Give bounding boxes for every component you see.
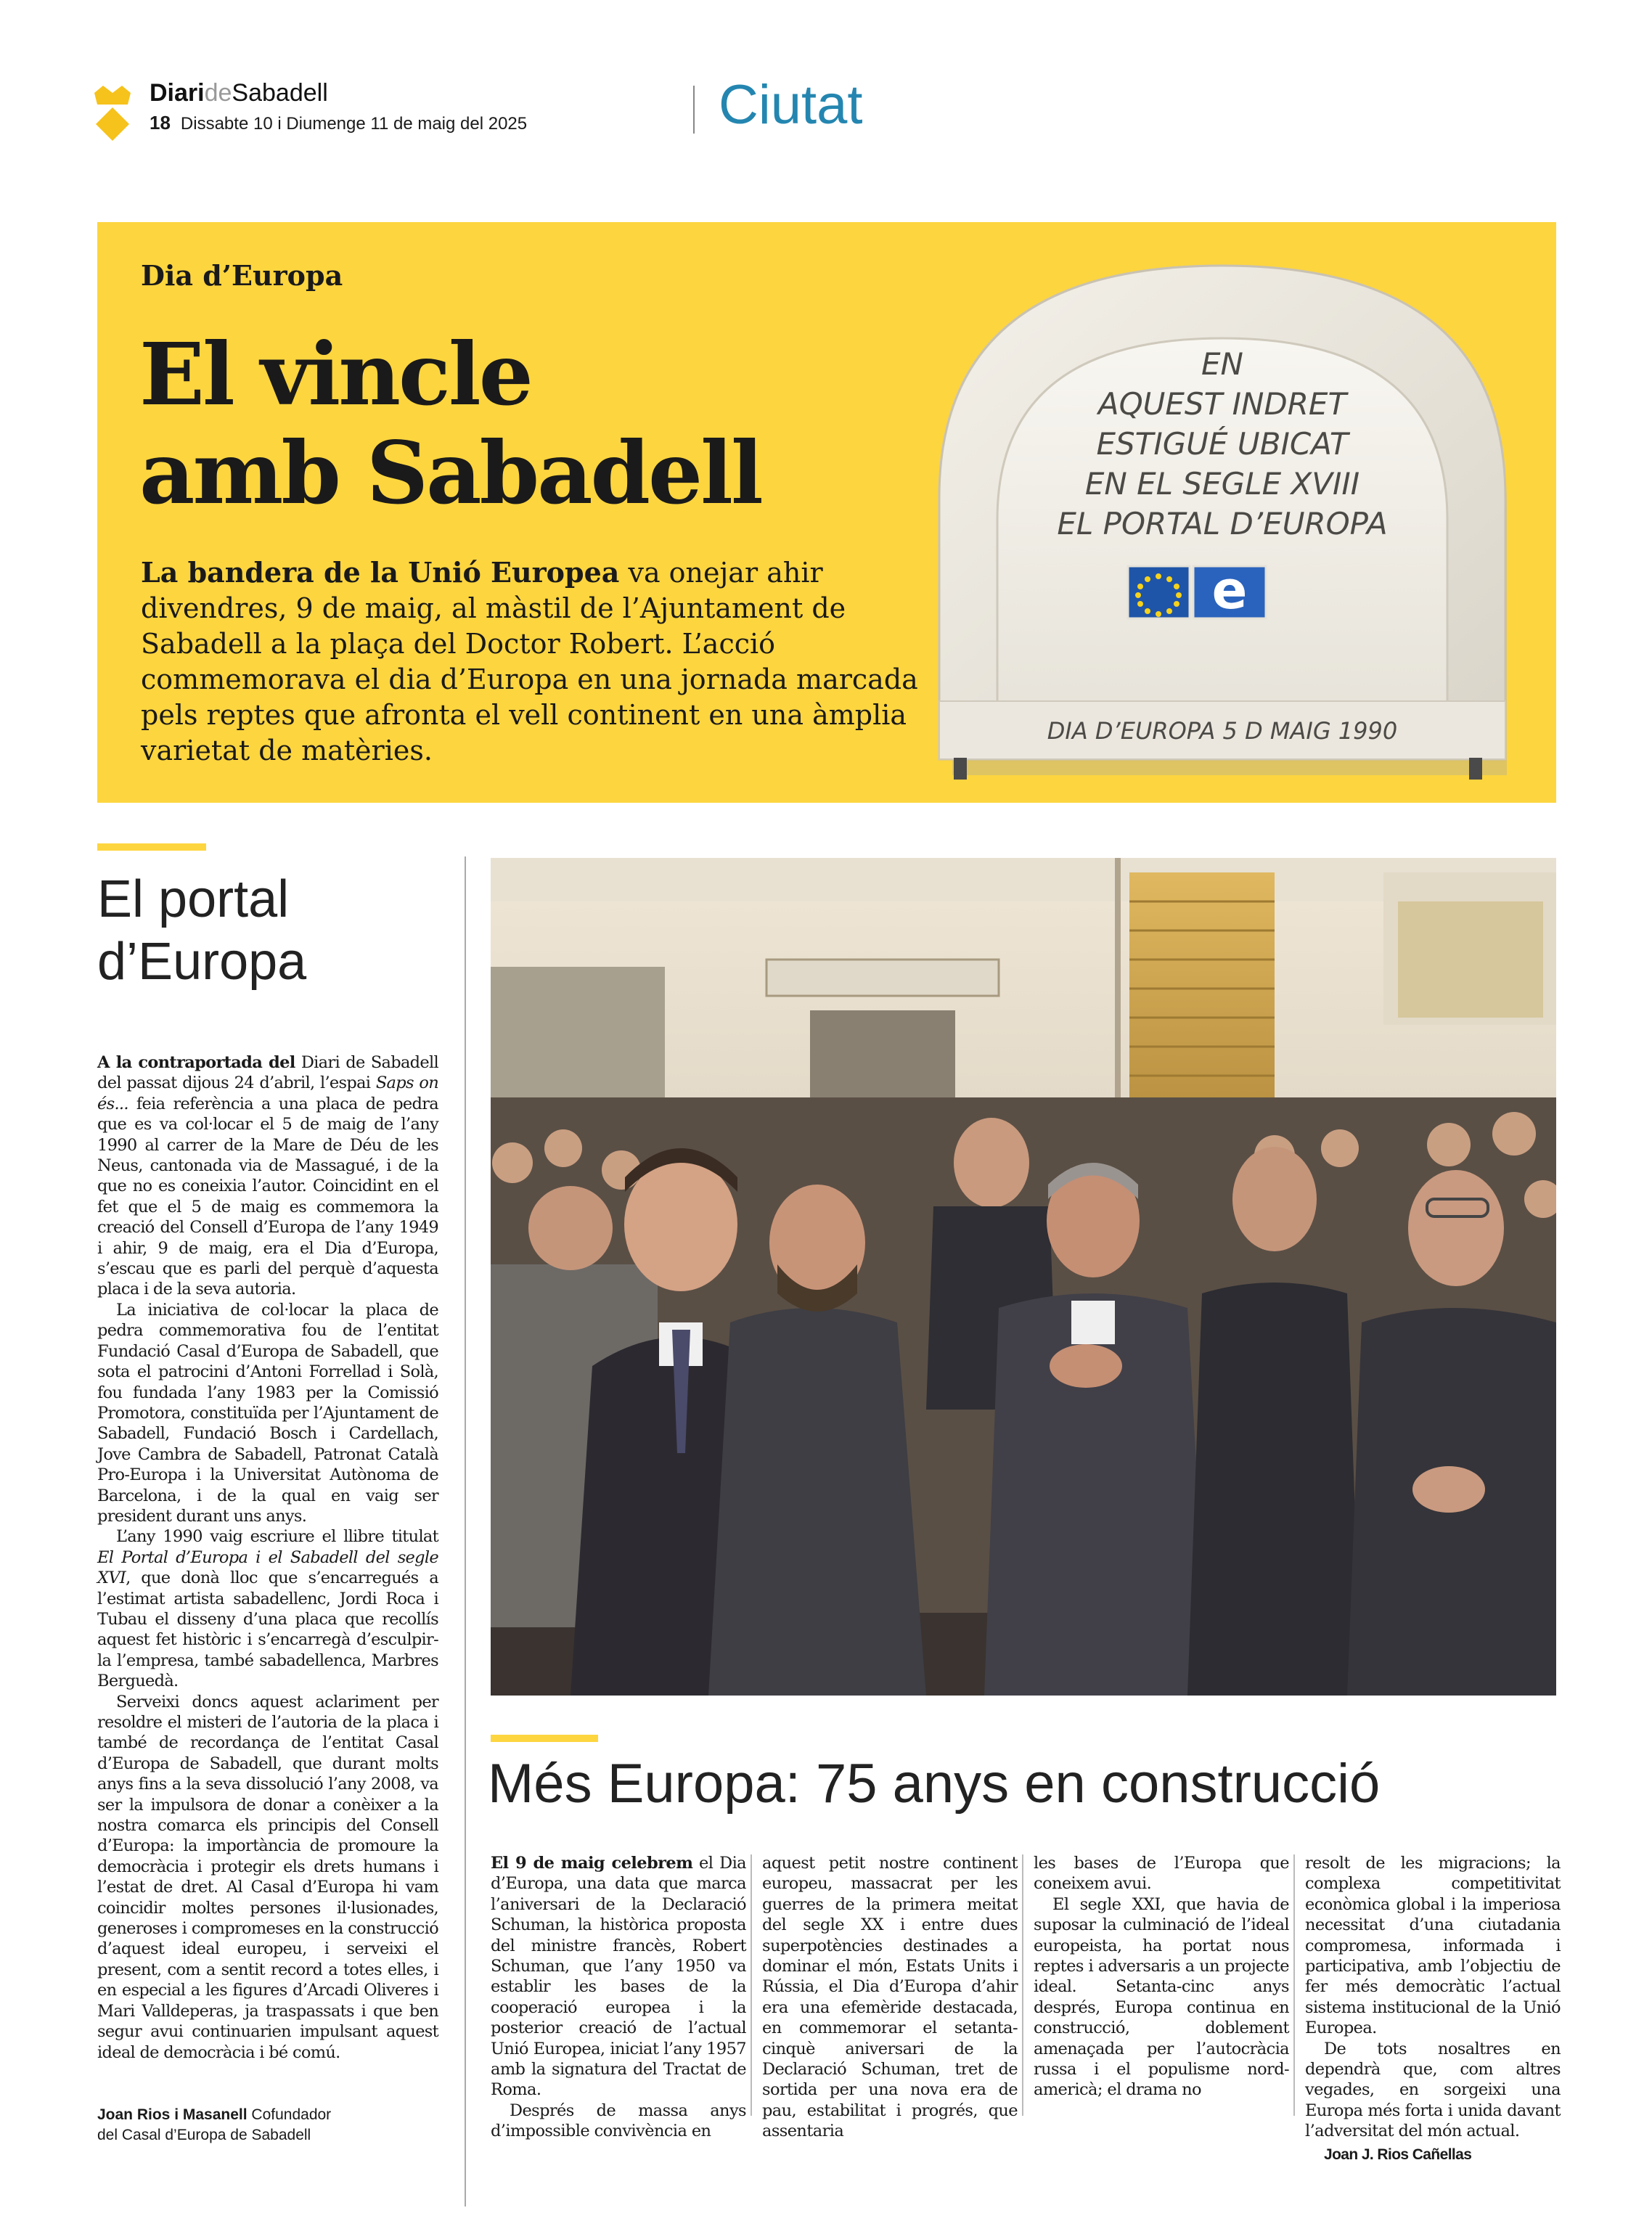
hero-kicker: Dia d’Europa xyxy=(141,259,343,292)
main-lead-in: El 9 de maig celebrem xyxy=(491,1854,693,1873)
main-paragraph-2-start xyxy=(491,2101,746,2142)
main-column-divider-3 xyxy=(1293,1854,1295,2116)
hero-standfirst xyxy=(141,555,954,769)
main-p2-ending: les bases de l’Europa que coneixem avui. xyxy=(1034,1854,1289,1894)
main-article-column-4 xyxy=(1305,1853,1561,2165)
side-article-body xyxy=(97,1052,438,2063)
side-p1-text-b: feia referència a una placa de pedra que es va col·locar el 5 de maig de l’any 1990 al carrer de la Mare de Déu de les Neus, cantonada via de Massagué, i de la que no es coneixia l’autor. Coincidint en el fet que el 5 de maig es commemora la creació del Consell d’Europa de l’any 1949 i ahir, 9 de maig, era el Dia d’Europa, s’escau que es parli del perquè d’aquesta placa i de la seva autoria. xyxy=(97,1094,438,1299)
ceremony-photo xyxy=(491,858,1556,1696)
headline-line-1: El vincle xyxy=(139,324,531,425)
side-p3-text-b: , que donà lloc que s’encarregués a l’estimat artista sabadellenc, Jordi Roca i Tubau el disseny d’una placa que recollís aquest fet històric i s’encarregà d’esculpir-la l’empresa, també sabadellenca, Marbres Berguedà. xyxy=(97,1569,438,1691)
section-title[interactable]: Ciutat xyxy=(719,74,863,136)
side-title-line-1: El portal xyxy=(97,870,290,928)
hero-headline xyxy=(139,325,865,523)
main-article-column-1 xyxy=(491,1853,746,2142)
plaque-line-4: EN EL SEGLE XVIII xyxy=(1084,466,1360,502)
plaque-line-2: AQUEST INDRET xyxy=(1097,386,1347,422)
brand-name[interactable] xyxy=(150,78,328,107)
main-paragraph-2-end xyxy=(1034,1853,1289,1894)
masthead xyxy=(91,78,541,136)
main-article-author: Joan J. Rios Cañellas xyxy=(1324,2146,1472,2163)
section-divider xyxy=(693,86,695,134)
ceremony-photo-illustration xyxy=(491,858,1556,1696)
side-article-title[interactable] xyxy=(97,868,446,993)
plaque-line-5: EL PORTAL D’EUROPA xyxy=(1057,506,1388,541)
side-paragraph-4: Serveixi doncs aquest aclariment per resoldre el misteri de l’autoria de la placa i també de recordança de l’entitat Casal d’Europa de Sabadell, que durant molts anys fins a la seva dissolució l’any 2008, va ser la impulsora de donar a conèixer a la nostra comarca els principis del Consell d’Europa: la importància de promoure la democràcia i protegir els drets humans i l’estat de dret. Al Casal d’Europa hi vam coincidir moltes persones il·lusionades, generoses i compromeses en la construcció d’aquest ideal europeu, i serveixi el present, com a sentit record a totes elles, i en especial a les figures d’Arcadi Oliveres i Mari Valldeperas, ja traspassats i que ben segur avui continuarien impulsant aquest ideal de democràcia i bé comú. xyxy=(97,1692,438,2062)
brand-part-diari: Diari xyxy=(150,79,205,107)
plaque-footer: DIA D’EUROPA 5 D MAIG 1990 xyxy=(1047,717,1398,745)
headline-line-2: amb Sabadell xyxy=(139,422,761,523)
brand-part-sabadell: Sabadell xyxy=(232,79,328,107)
main-paragraph-2-cont xyxy=(762,1853,1018,2142)
brand-part-de: de xyxy=(204,79,232,107)
column-divider xyxy=(465,856,466,2206)
plaque-logo-letter: e xyxy=(1211,560,1248,621)
side-title-line-2: d’Europa xyxy=(97,933,307,991)
main-p1-text: el Dia d’Europa, una data que marca l’aniversari de la Declaració Schuman, la històrica proposta del ministre francès, Robert Schuman, que l’any 1950 va establir les bases de la cooperació europea i la posterior creació de l’actual Unió Europea, iniciat l’any 1957 amb la signatura del Tractat de Roma. xyxy=(491,1854,746,2100)
page-number: 18 xyxy=(150,112,171,134)
side-p1-italic: Saps on és... xyxy=(97,1073,439,1113)
side-paragraph-2: La iniciativa de col·locar la placa de pedra commemorativa fou de l’entitat Fundació Casal d’Europa de Sabadell, que sota el patrocini d’Antoni Forrellad i Solà, fou fundada l’any 1983 per la Comissió Promotora, constituïda per l’Ajuntament de Sabadell, Fundació Bosch i Cardellach, Jove Cambra de Sabadell, Patronat Català Pro-Europa i la Universitat Autònoma de Barcelona, i de la qual en vaig ser president durant uns anys. xyxy=(97,1300,438,1526)
side-p1-text-a: Diari de Sabadell del passat dijous 24 d’abril, l’espai xyxy=(97,1053,438,1093)
side-paragraph-1 xyxy=(97,1052,438,1300)
plaque-line-1: EN xyxy=(1201,346,1243,382)
side-p3-book-title: El Portal d’Europa i el Sabadell del segle XVI xyxy=(97,1547,438,1588)
side-paragraph-3 xyxy=(97,1526,438,1691)
side-p3-text-a: L’any 1990 vaig escriure el llibre titulat xyxy=(116,1527,438,1547)
eu-logo-icon xyxy=(1128,560,1266,621)
side-article-accent-rule xyxy=(97,843,206,851)
main-column-divider-1 xyxy=(751,1854,752,2116)
side-lead-in: A la contraportada del xyxy=(97,1053,295,1072)
main-column-divider-2 xyxy=(1022,1854,1023,2116)
main-paragraph-1 xyxy=(491,1853,746,2101)
newspaper-logo-icon xyxy=(91,83,134,141)
standfirst-lead: La bandera de la Unió Europea xyxy=(141,556,620,589)
issue-date: Dissabte 10 i Diumenge 11 de maig del 2025 xyxy=(180,114,528,134)
main-paragraph-3-end xyxy=(1305,1853,1561,2039)
plaque-line-3: ESTIGUÉ UBICAT xyxy=(1096,426,1349,462)
side-author-name: Joan Rios i Masanell xyxy=(97,2106,248,2123)
main-p2-text: Després de massa anys d’impossible convivència en xyxy=(491,2101,746,2141)
hero-panel xyxy=(97,222,1556,803)
main-p2-continued: aquest petit nostre continent europeu, massacrat per les guerres de la primera meitat del segle XX i entre dues superpotències destinades a dominar el món, Estats Units i Rússia, el Dia d’Europa d’ahir era una efemèride destacada, en commemorar el setanta-cinquè aniversari de la Declaració Schuman, tret de sortida per una nova era de pau, estabilitat i progrés, que assentaria xyxy=(762,1854,1018,2141)
standfirst-text: va onejar ahir divendres, 9 de maig, al màstil de l’Ajuntament de Sabadell a la plaça del Doctor Robert. L’acció commemorava el dia d’Europa en una jornada marcada pels reptes que afronta el vell continent en una àmplia varietat de matèries. xyxy=(141,557,918,766)
main-article-column-3 xyxy=(1034,1853,1289,2101)
main-article-title[interactable]: Més Europa: 75 anys en construcció xyxy=(488,1753,1381,1815)
main-paragraph-3-start xyxy=(1034,1894,1289,2101)
main-article-column-2 xyxy=(762,1853,1018,2142)
side-author-role-b: del Casal d’Europa de Sabadell xyxy=(97,2127,311,2143)
main-paragraph-4: De tots nosaltres en dependrà que, com altres vegades, en sorgeixi una Europa més forta i unida davant l’adversitat del món actual. xyxy=(1305,2039,1561,2141)
commemorative-plaque-image xyxy=(910,258,1534,796)
main-p3-continued: resolt de les migracions; la complexa competitivitat econòmica global i la imperiosa necessitat d’una ciutadania compromesa, informada i participativa, amb l’objectiu de fer més democràtic l’actual sistema institucional de la Unió Europea. xyxy=(1305,1854,1561,2038)
main-article-accent-rule xyxy=(491,1735,598,1742)
main-p3-text: El segle XXI, que havia de suposar la culminació de l’ideal europeista, ha portat nous reptes i adversaris a un projecte ideal. Setanta-cinc anys després, Europa continua en construcció, doblement amenaçada per l’autocràcia russa i el populisme nord-americà; el drama no xyxy=(1034,1894,1289,2100)
side-author-role-a: Cofundador xyxy=(251,2106,332,2123)
side-article-byline xyxy=(97,2105,438,2146)
page-info xyxy=(150,112,527,135)
